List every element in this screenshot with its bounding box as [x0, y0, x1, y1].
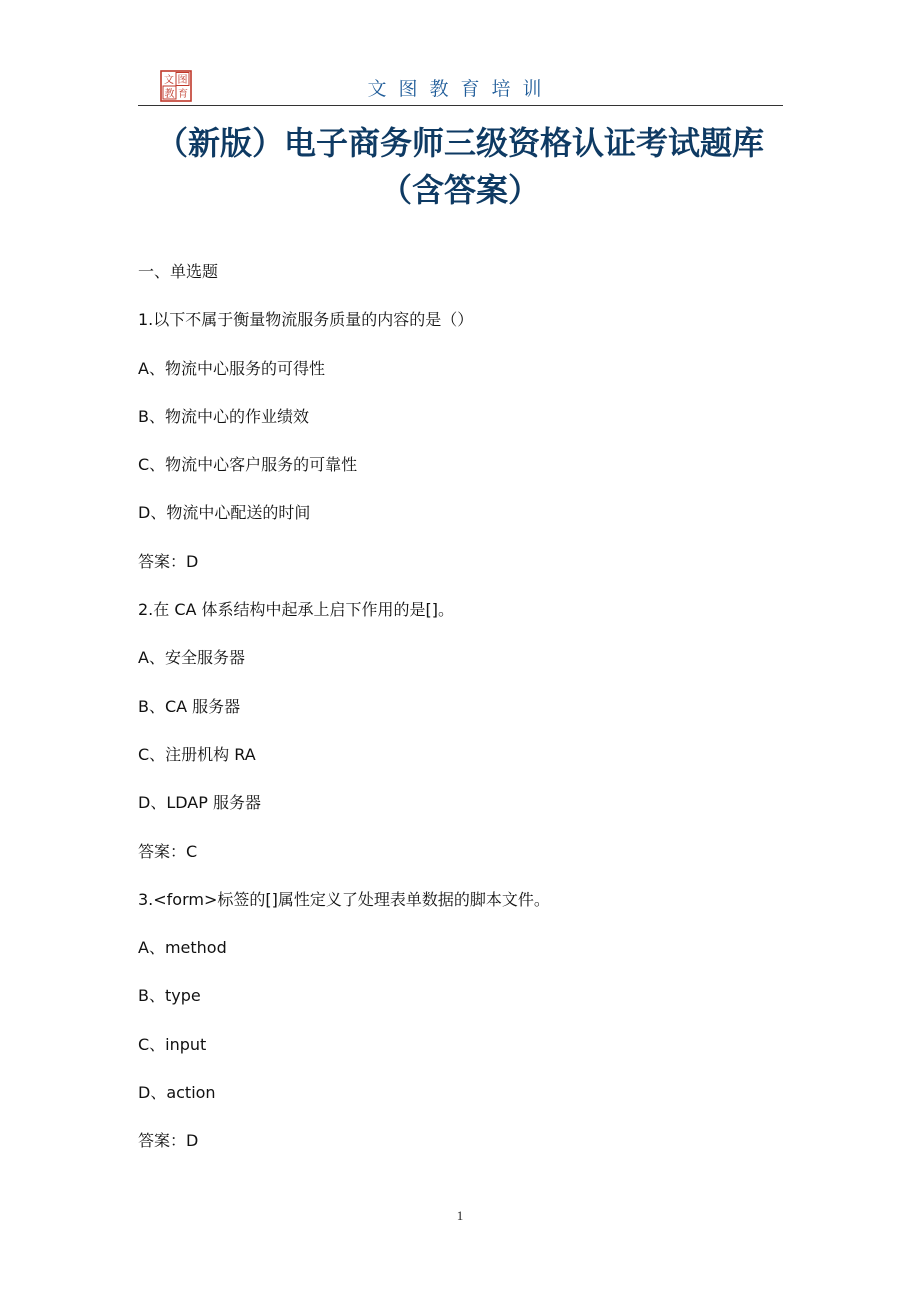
option-a: A、物流中心服务的可得性 — [138, 358, 325, 378]
option-b: B、物流中心的作业绩效 — [138, 406, 309, 426]
section-heading: 一、单选题 — [138, 262, 219, 281]
question-stem: 2.在 CA 体系结构中起承上启下作用的是[]。 — [138, 600, 455, 620]
page-number: 1 — [456, 1208, 464, 1223]
option-a: A、安全服务器 — [138, 648, 245, 668]
answer: 答案：D — [138, 551, 199, 571]
svg-text:育: 育 — [178, 89, 188, 100]
option-b: B、type — [138, 986, 201, 1006]
answer: 答案：D — [138, 1131, 199, 1151]
option-c: C、input — [138, 1034, 207, 1054]
page-title — [60, 120, 860, 214]
svg-text:教: 教 — [164, 89, 175, 100]
answer: 答案：C — [138, 841, 198, 861]
title-line-1: （新版）电子商务师三级资格认证考试题库 — [155, 124, 764, 162]
option-c: C、物流中心客户服务的可靠性 — [138, 455, 358, 475]
question-stem: 1.以下不属于衡量物流服务质量的内容的是（） — [138, 310, 474, 330]
option-a: A、method — [138, 938, 227, 958]
title-line-2: （含答案） — [379, 171, 540, 209]
option-b: B、CA 服务器 — [138, 696, 241, 716]
brand-name: 文图教育培训 — [367, 78, 554, 100]
page-header — [138, 68, 783, 106]
question-list — [138, 259, 798, 1177]
svg-text:文: 文 — [164, 75, 174, 86]
header-divider — [138, 105, 783, 106]
option-d: D、LDAP 服务器 — [138, 793, 261, 813]
option-c: C、注册机构 RA — [138, 744, 256, 764]
question-stem: 3.<form>标签的[]属性定义了处理表单数据的脚本文件。 — [138, 889, 550, 909]
option-d: D、物流中心配送的时间 — [138, 503, 311, 523]
svg-text:图: 图 — [177, 75, 188, 86]
option-d: D、action — [138, 1083, 216, 1103]
